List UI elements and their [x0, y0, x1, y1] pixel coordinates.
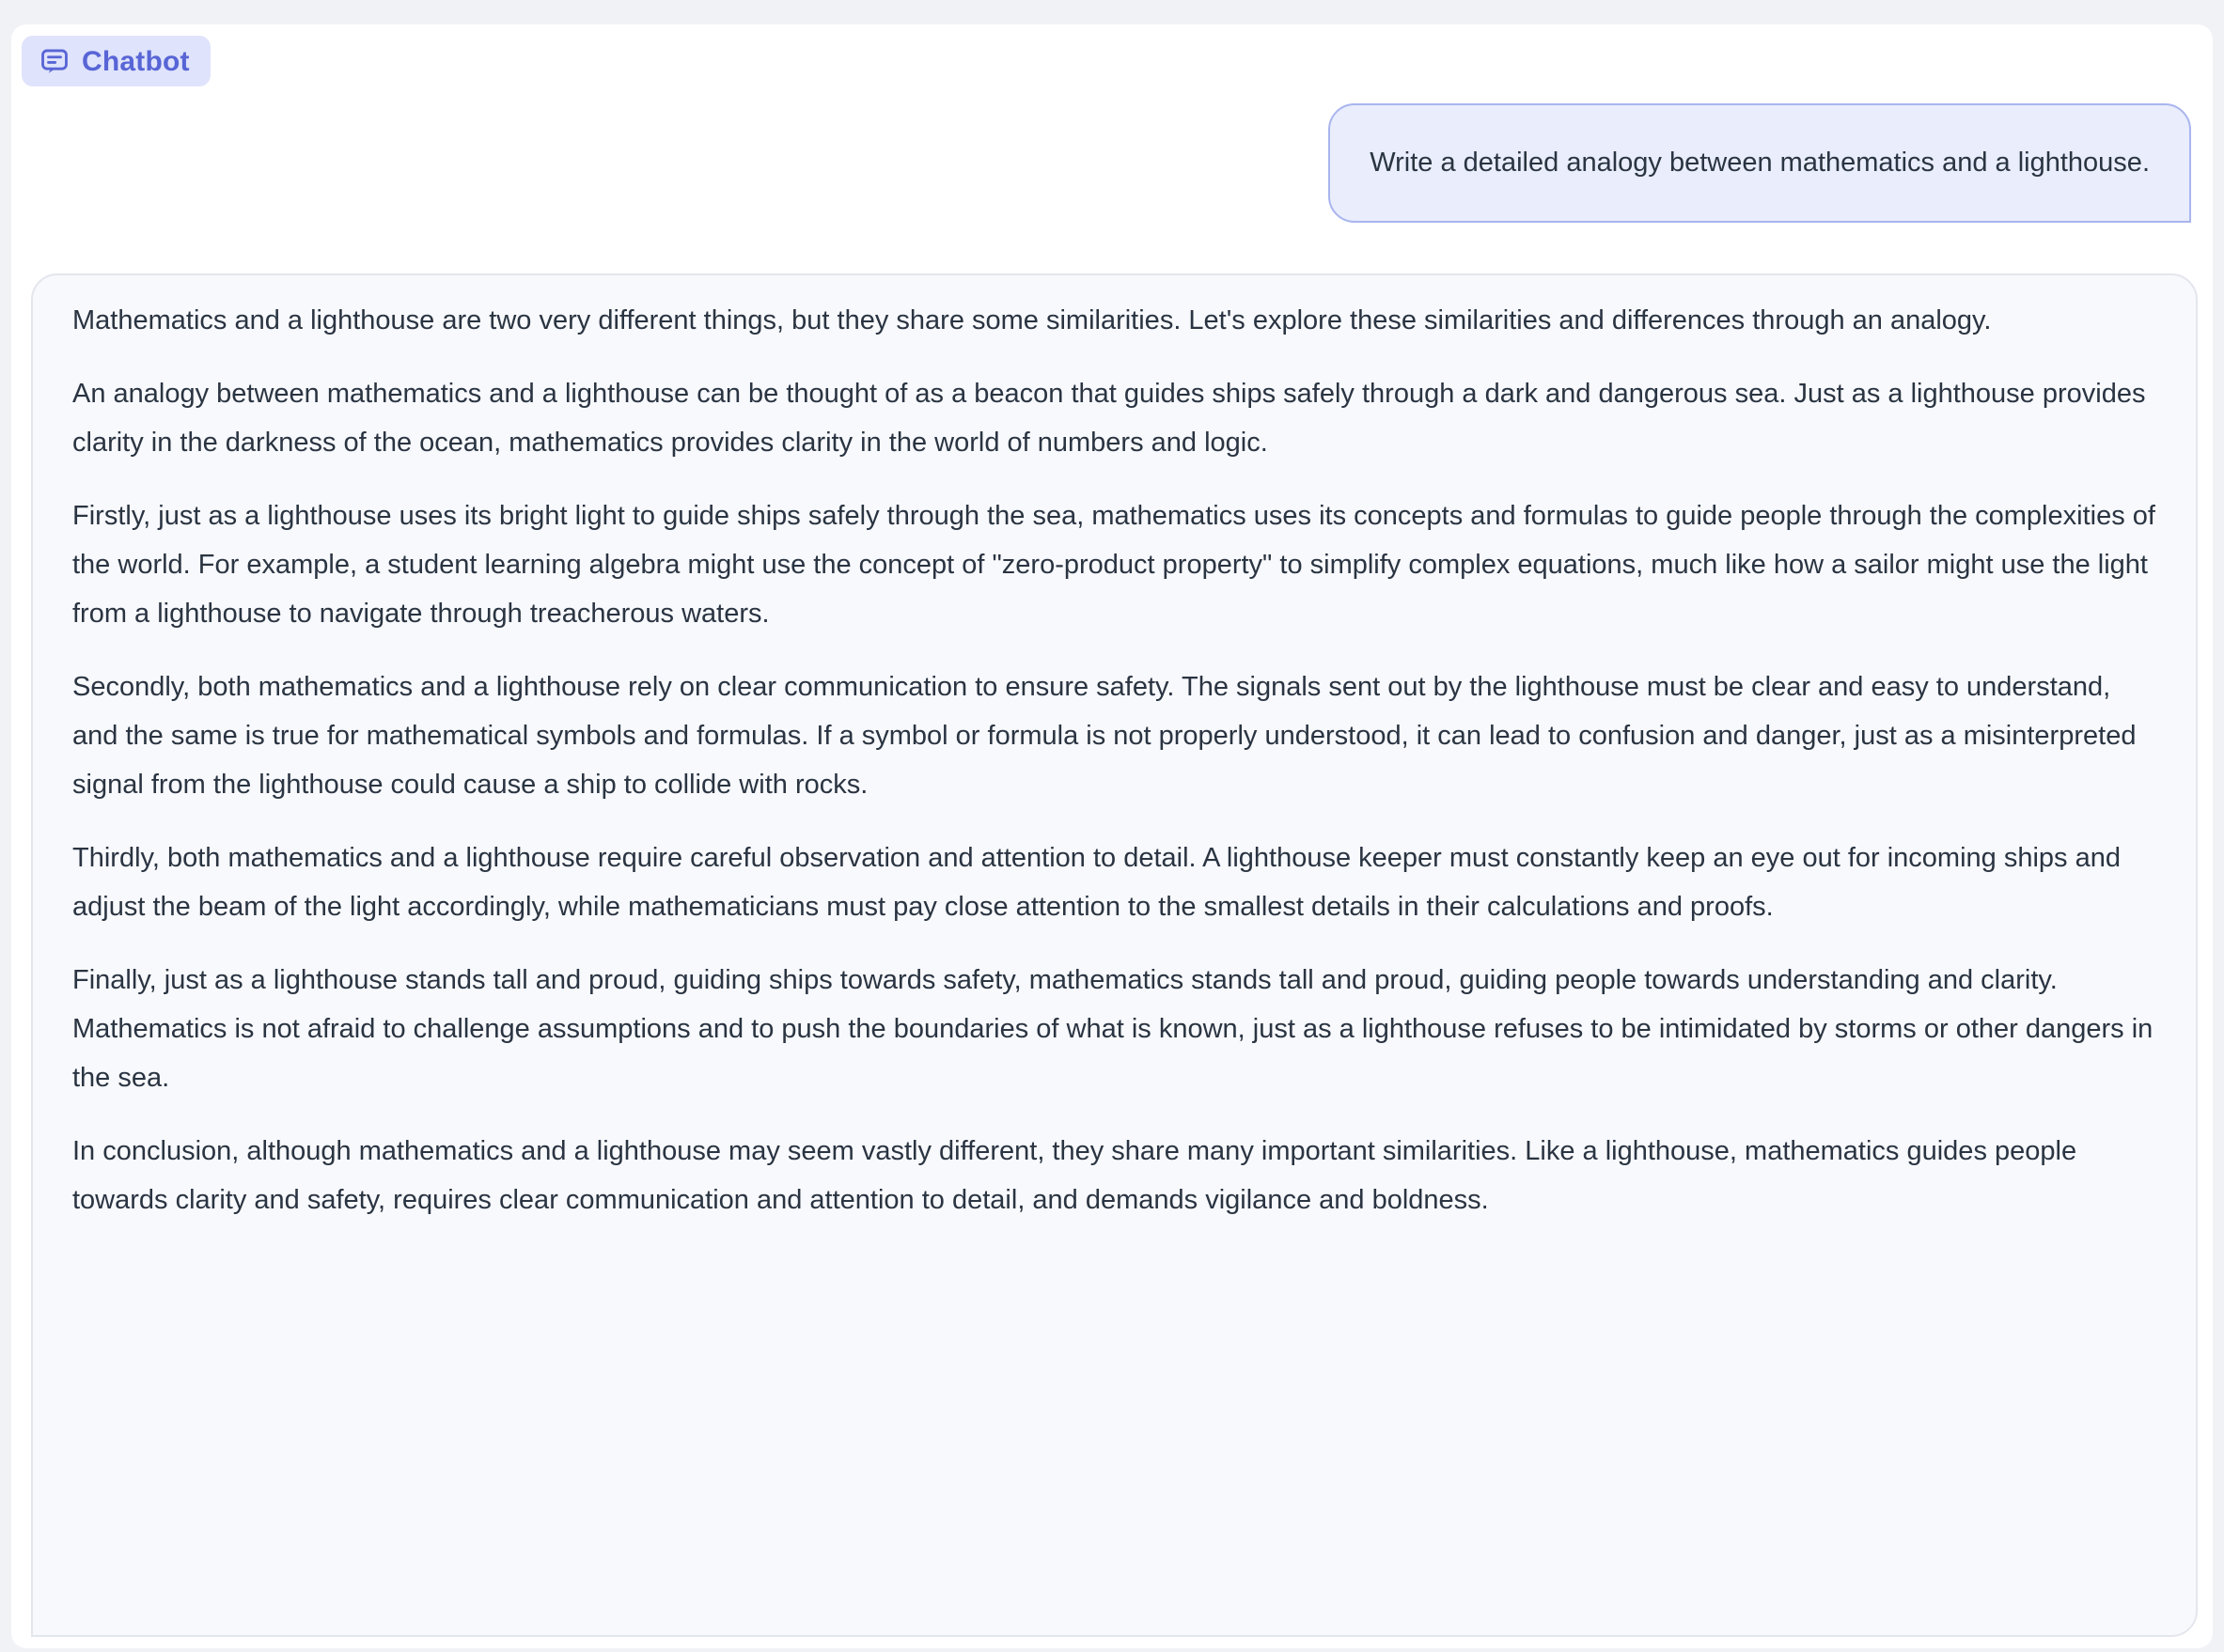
chatbot-label-text: Chatbot — [82, 45, 190, 77]
chatbot-label-badge — [22, 36, 211, 86]
bot-paragraph: Finally, just as a lighthouse stands tall and proud, guiding ships towards safety, mathematics stands tall and proud, guiding people towards understanding and clarity. Mathematics is not afraid to challenge assumptions and to push the boundaries of what is known, just as a lighthouse refuses to be intimidated by storms or other dangers in the sea. — [72, 965, 2154, 1093]
chatbot-panel — [11, 24, 2213, 1648]
bot-paragraph: Thirdly, both mathematics and a lighthouse require careful observation and attention to detail. A lighthouse keeper must constantly keep an eye out for incoming ships and adjust the beam of the light accordingly, while mathematicians must pay close attention to the smallest details in their calculations and proofs. — [72, 843, 2121, 922]
message-list — [22, 86, 2202, 1637]
chat-bubble-icon — [39, 45, 70, 77]
bot-paragraph: Secondly, both mathematics and a lighthouse rely on clear communication to ensure safety. The signals sent out by the lighthouse must be clear and easy to understand, and the same is true for mathematical symbols and formulas. If a symbol or formula is not properly understood, it can lead to confusion and danger, just as a misinterpreted signal from the lighthouse could cause a ship to collide with rocks. — [72, 672, 2137, 800]
user-message-bubble[interactable]: Write a detailed analogy between mathematics and a lighthouse. — [1328, 103, 2191, 223]
bot-paragraph: Mathematics and a lighthouse are two very different things, but they share some similarities. Let's explore these similarities and differences through an analogy. — [72, 305, 1992, 335]
bot-message-bubble[interactable] — [31, 273, 2198, 1637]
user-message-row — [22, 103, 2191, 223]
bot-message-row — [31, 273, 2198, 1637]
bot-paragraph: In conclusion, although mathematics and a lighthouse may seem vastly different, they share many important similarities. Like a lighthouse, mathematics guides people towards clarity and safety, requires clear communication and attention to detail, and demands vigilance and boldness. — [72, 1136, 2077, 1215]
bot-paragraph: Firstly, just as a lighthouse uses its bright light to guide ships safely through the sea, mathematics uses its concepts and formulas to guide people through the complexities of the world. For example, a student learning algebra might use the concept of "zero-product property" to simplify complex equations, much like how a sailor might use the light from a lighthouse to navigate through treacherous waters. — [72, 501, 2155, 629]
bot-paragraph: An analogy between mathematics and a lighthouse can be thought of as a beacon that guides ships safely through a dark and dangerous sea. Just as a lighthouse provides clarity in the darkness of the ocean, mathematics provides clarity in the world of numbers and logic. — [72, 379, 2146, 458]
